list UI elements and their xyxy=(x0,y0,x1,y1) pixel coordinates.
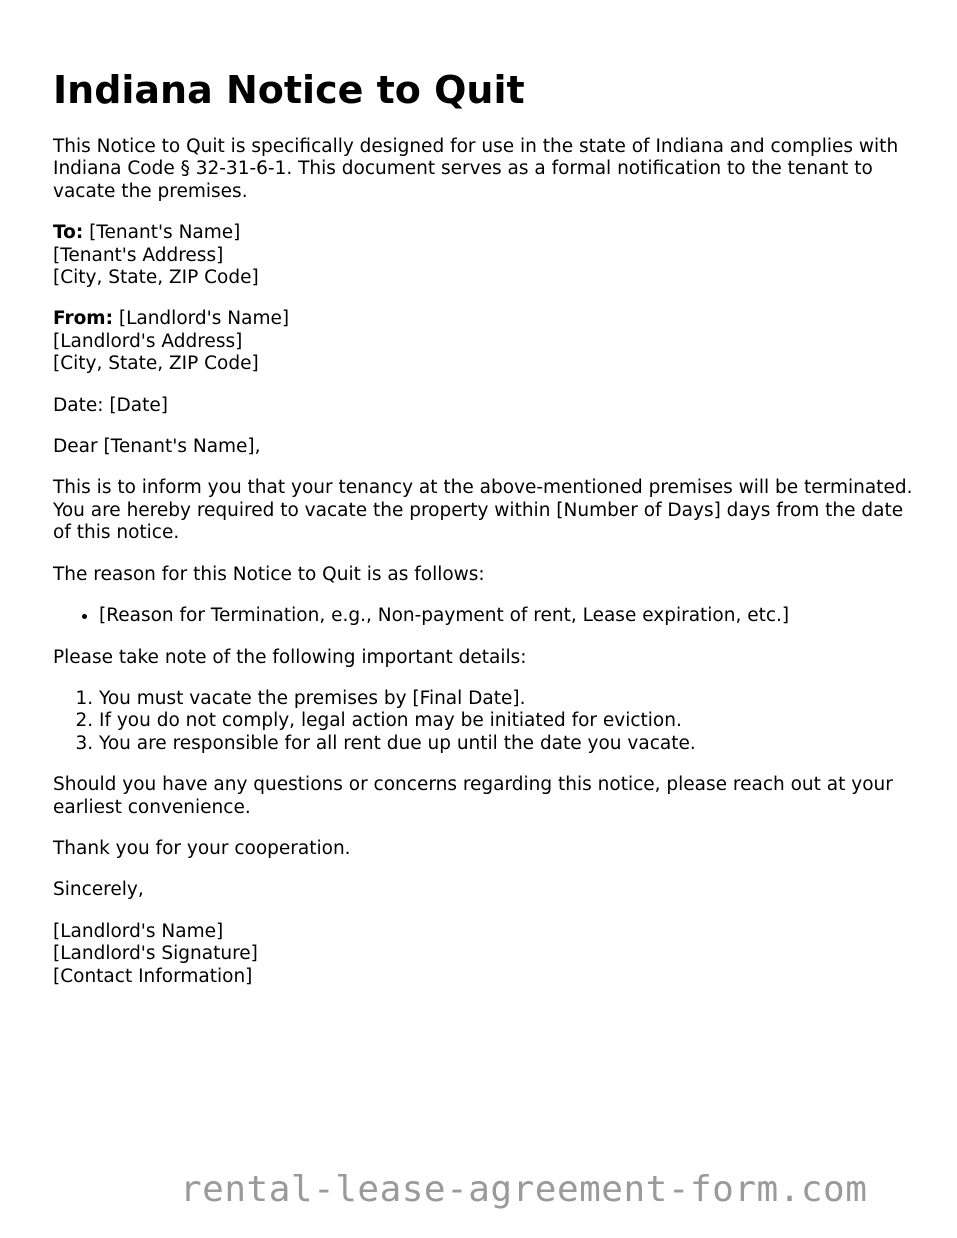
signature-contact: [Contact Information] xyxy=(53,965,253,987)
reason-list xyxy=(53,605,915,627)
tenant-city: [City, State, ZIP Code] xyxy=(53,267,259,289)
recipient-block xyxy=(53,222,915,289)
closing-line: Sincerely, xyxy=(53,879,144,901)
document-page xyxy=(53,68,915,1007)
signature-name: [Landlord's Name] xyxy=(53,920,224,942)
watermark: rental-lease-agreement-form.com xyxy=(180,1169,868,1210)
thanks-line: Thank you for your cooperation. xyxy=(53,837,351,859)
tenant-address: [Tenant's Address] xyxy=(53,244,224,266)
sender-name-line xyxy=(53,308,915,330)
signature-line: [Landlord's Signature] xyxy=(53,943,258,965)
recipient-name-line xyxy=(53,222,915,244)
page-title: Indiana Notice to Quit xyxy=(53,68,525,112)
reason-intro: The reason for this Notice to Quit is as follows: xyxy=(53,563,485,585)
landlord-city: [City, State, ZIP Code] xyxy=(53,353,259,375)
body-paragraph: This is to inform you that your tenancy at the above-mentioned premises will be terminated. You are hereby required to vacate the property within [Number of Days] days from the date of this notice. xyxy=(53,477,913,544)
detail-item: 1. You must vacate the premises by [Final Date]. xyxy=(99,688,915,710)
landlord-address: [Landlord's Address] xyxy=(53,330,243,352)
date-line: Date: [Date] xyxy=(53,394,168,416)
details-list xyxy=(53,688,915,755)
tenant-name: [Tenant's Name] xyxy=(83,222,241,244)
landlord-name: [Landlord's Name] xyxy=(112,308,290,330)
signature-block xyxy=(53,921,915,988)
detail-item: 2. If you do not comply, legal action may be initiated for eviction. xyxy=(99,710,915,732)
from-label: From: xyxy=(53,308,113,330)
detail-item: 3. You are responsible for all rent due up until the date you vacate. xyxy=(99,733,915,755)
intro-paragraph: This Notice to Quit is specifically designed for use in the state of Indiana and complies with Indiana Code § 32-31-6-1. This document serves as a formal notification to the tenant to vacate the premises. xyxy=(53,136,899,202)
sender-block xyxy=(53,308,915,375)
reason-item: • [Reason for Termination, e.g., Non-payment of rent, Lease expiration, etc.] xyxy=(99,605,915,627)
details-intro: Please take note of the following important details: xyxy=(53,646,527,668)
salutation: Dear [Tenant's Name], xyxy=(53,436,261,458)
to-label: To: xyxy=(53,222,84,244)
questions-paragraph: Should you have any questions or concerns regarding this notice, please reach out at your earliest convenience. xyxy=(53,774,893,818)
